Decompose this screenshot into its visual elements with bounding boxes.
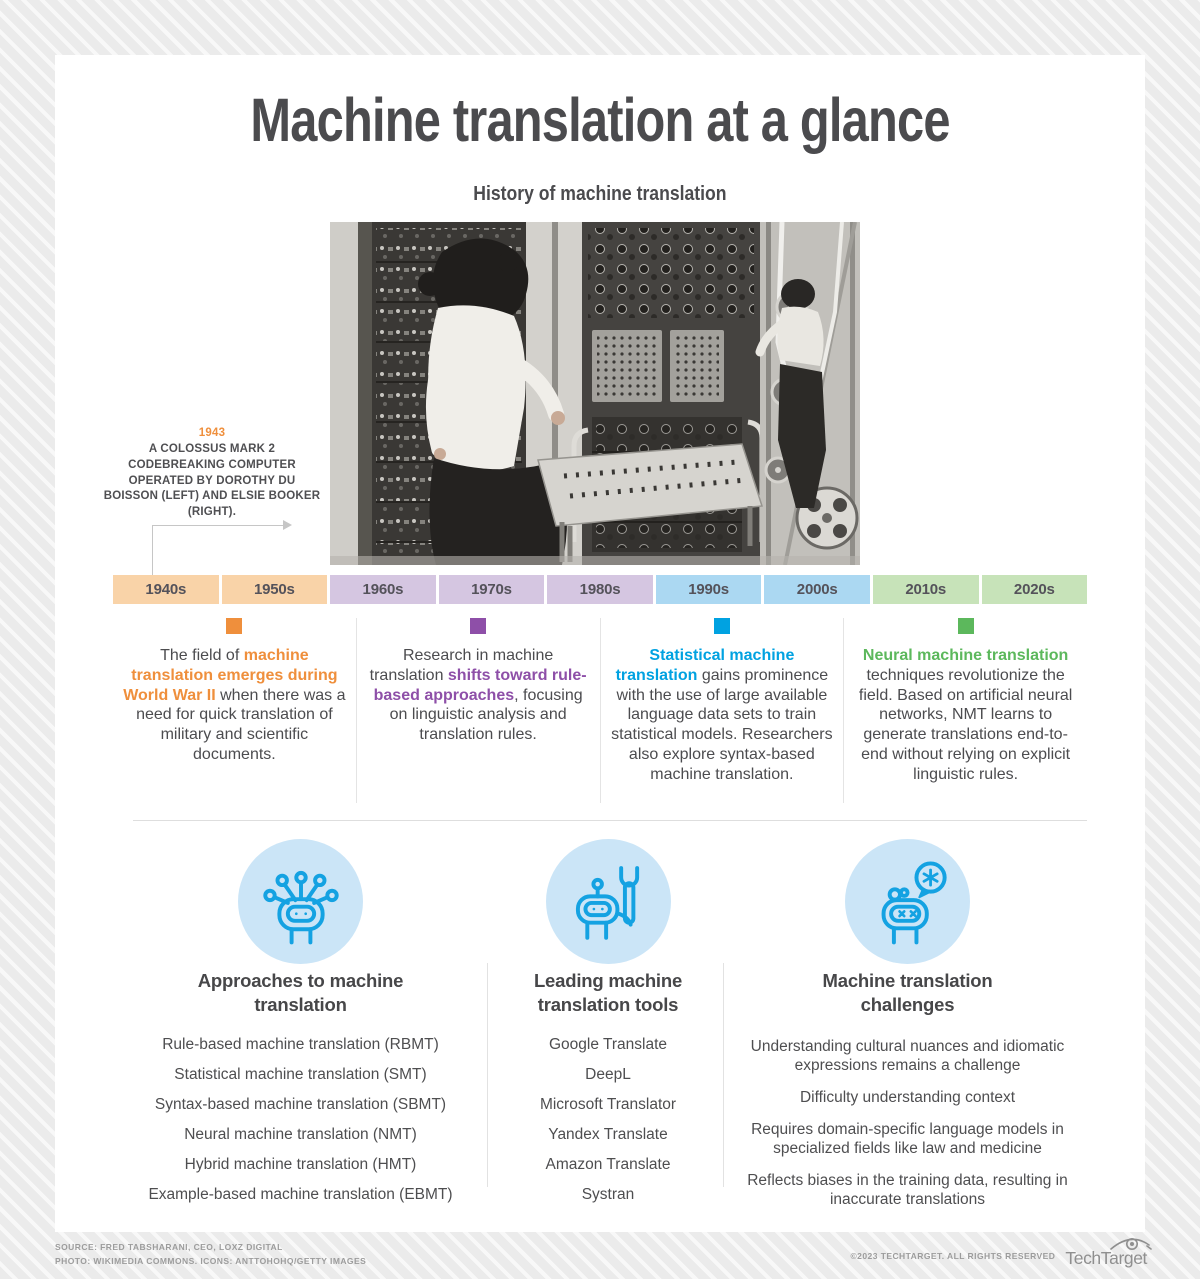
column-divider (487, 963, 488, 1187)
era-text: Neural machine translation techniques revolutionize the field. Based on artificial neural networks, NMT learns to generate translations end-to-end without relying on explicit linguistic rules. (858, 647, 1073, 783)
era-block-neural (843, 618, 1087, 803)
techtarget-logo (1065, 1234, 1147, 1269)
robot-wrench-icon (561, 855, 655, 949)
tools-list (540, 1025, 676, 1215)
infographic-card (55, 55, 1145, 1232)
summary-columns (113, 839, 1087, 1223)
source-line: SOURCE: FRED TABSHARANI, CEO, LOXZ DIGITAL (55, 1242, 283, 1252)
techtarget-eye-icon (1110, 1233, 1152, 1252)
photo-caption-year: 1943 (198, 427, 226, 439)
timeline-decade-2010s: 2010s (873, 575, 979, 604)
page-subtitle-wrap (55, 183, 1145, 206)
timeline-decade-1940s: 1940s (113, 575, 219, 604)
list-item: Understanding cultural nuances and idiomatic expressions remains a challenge (750, 1038, 1065, 1075)
colossus-photo (330, 222, 860, 565)
list-item: Microsoft Translator (539, 1096, 677, 1114)
era-bullet (470, 618, 486, 634)
era-text: The field of machine translation emerges during World War II when there was a need for quick translation of military and scientific documents. (123, 647, 346, 764)
list-item: DeepL (585, 1066, 631, 1084)
list-item: Amazon Translate (545, 1155, 671, 1173)
era-bullet (714, 618, 730, 634)
timeline-decade-1990s: 1990s (656, 575, 762, 604)
approaches-icon-circle (238, 839, 363, 964)
list-item: Google Translate (548, 1036, 668, 1054)
photo-caption (103, 426, 321, 521)
era-highlight: Neural machine translation (862, 647, 1069, 664)
timeline-decade-2020s: 2020s (982, 575, 1088, 604)
era-descriptions (113, 618, 1087, 803)
tools-icon-circle (546, 839, 671, 964)
page-subtitle: History of machine translation (473, 183, 727, 205)
caption-arrow-line (152, 525, 284, 526)
robot-neural-icon (254, 855, 348, 949)
list-item: Hybrid machine translation (HMT) (184, 1155, 417, 1173)
challenges-list (733, 1025, 1083, 1222)
era-block-rule-based (356, 618, 600, 803)
caption-arrow-vertical (152, 525, 153, 575)
timeline-decade-1970s: 1970s (439, 575, 545, 604)
timeline-decade-1950s: 1950s (222, 575, 328, 604)
column-tools (488, 839, 728, 1223)
tools-heading: Leading machine translation tools (533, 970, 683, 1015)
era-highlight: shifts toward rule-based approaches (373, 666, 587, 704)
era-highlight: Statistical machine translation (615, 647, 795, 684)
era-highlight: machine translation emerges during World War II (123, 647, 338, 704)
timeline-decade-1960s: 1960s (330, 575, 436, 604)
timeline-decade-1980s: 1980s (547, 575, 653, 604)
challenges-icon-circle (845, 839, 970, 964)
list-item: Requires domain-specific language models in specialized fields like law and medicine (751, 1121, 1064, 1157)
photo-caption-text: A COLOSSUS MARK 2 CODEBREAKING COMPUTER OPERATED BY DOROTHY DU BOISSON (LEFT) AND ELSIE BOOKER (RIGHT). (103, 442, 321, 519)
era-text: Research in machine translation shifts toward rule-based approaches, focusing on linguistic analysis and translation rules. (369, 647, 587, 744)
approaches-list (148, 1025, 452, 1215)
list-item: Reflects biases in the training data, resulting in inaccurate translations (747, 1171, 1068, 1208)
decade-timeline (113, 575, 1087, 604)
photo-credit-line: PHOTO: WIKIMEDIA COMMONS. ICONS: ANTTOHOHQ/GETTY IMAGES (55, 1255, 367, 1266)
list-item: Difficulty understanding context (799, 1089, 1016, 1107)
era-block-1940s (113, 618, 356, 803)
list-item: Neural machine translation (NMT) (184, 1126, 417, 1144)
challenges-heading: Machine translation challenges (822, 970, 993, 1015)
list-item: Rule-based machine translation (RBMT) (162, 1036, 439, 1054)
list-item: Systran (581, 1185, 635, 1203)
techtarget-logo-text: TechTarget (1065, 1248, 1147, 1268)
list-item: Example-based machine translation (EBMT) (148, 1185, 453, 1203)
copyright-text: ©2023 TECHTARGET. ALL RIGHTS RESERVED (850, 1250, 1056, 1261)
caption-arrow-head-icon (283, 520, 292, 530)
page-title-wrap (55, 85, 1145, 155)
column-challenges (728, 839, 1087, 1223)
list-item: Statistical machine translation (SMT) (174, 1066, 427, 1084)
column-divider (723, 963, 724, 1187)
source-credits (55, 1241, 366, 1268)
list-item: Syntax-based machine translation (SBMT) (154, 1096, 447, 1114)
era-bullet (958, 618, 974, 634)
colossus-photo-art (330, 222, 860, 565)
era-bullet (226, 618, 242, 634)
robot-confused-icon (861, 855, 955, 949)
column-approaches (113, 839, 488, 1223)
page-title: Machine translation at a glance (250, 86, 950, 154)
era-text: Statistical machine translation gains prominence with the use of large available language data sets to train statistical models. Researchers also explore syntax-based machine translation. (611, 647, 833, 783)
list-item: Yandex Translate (548, 1126, 668, 1144)
era-block-statistical (600, 618, 844, 803)
timeline-decade-2000s: 2000s (764, 575, 870, 604)
section-divider (133, 820, 1087, 821)
copyright-area (850, 1234, 1147, 1269)
approaches-heading: Approaches to machine translation (197, 970, 404, 1015)
